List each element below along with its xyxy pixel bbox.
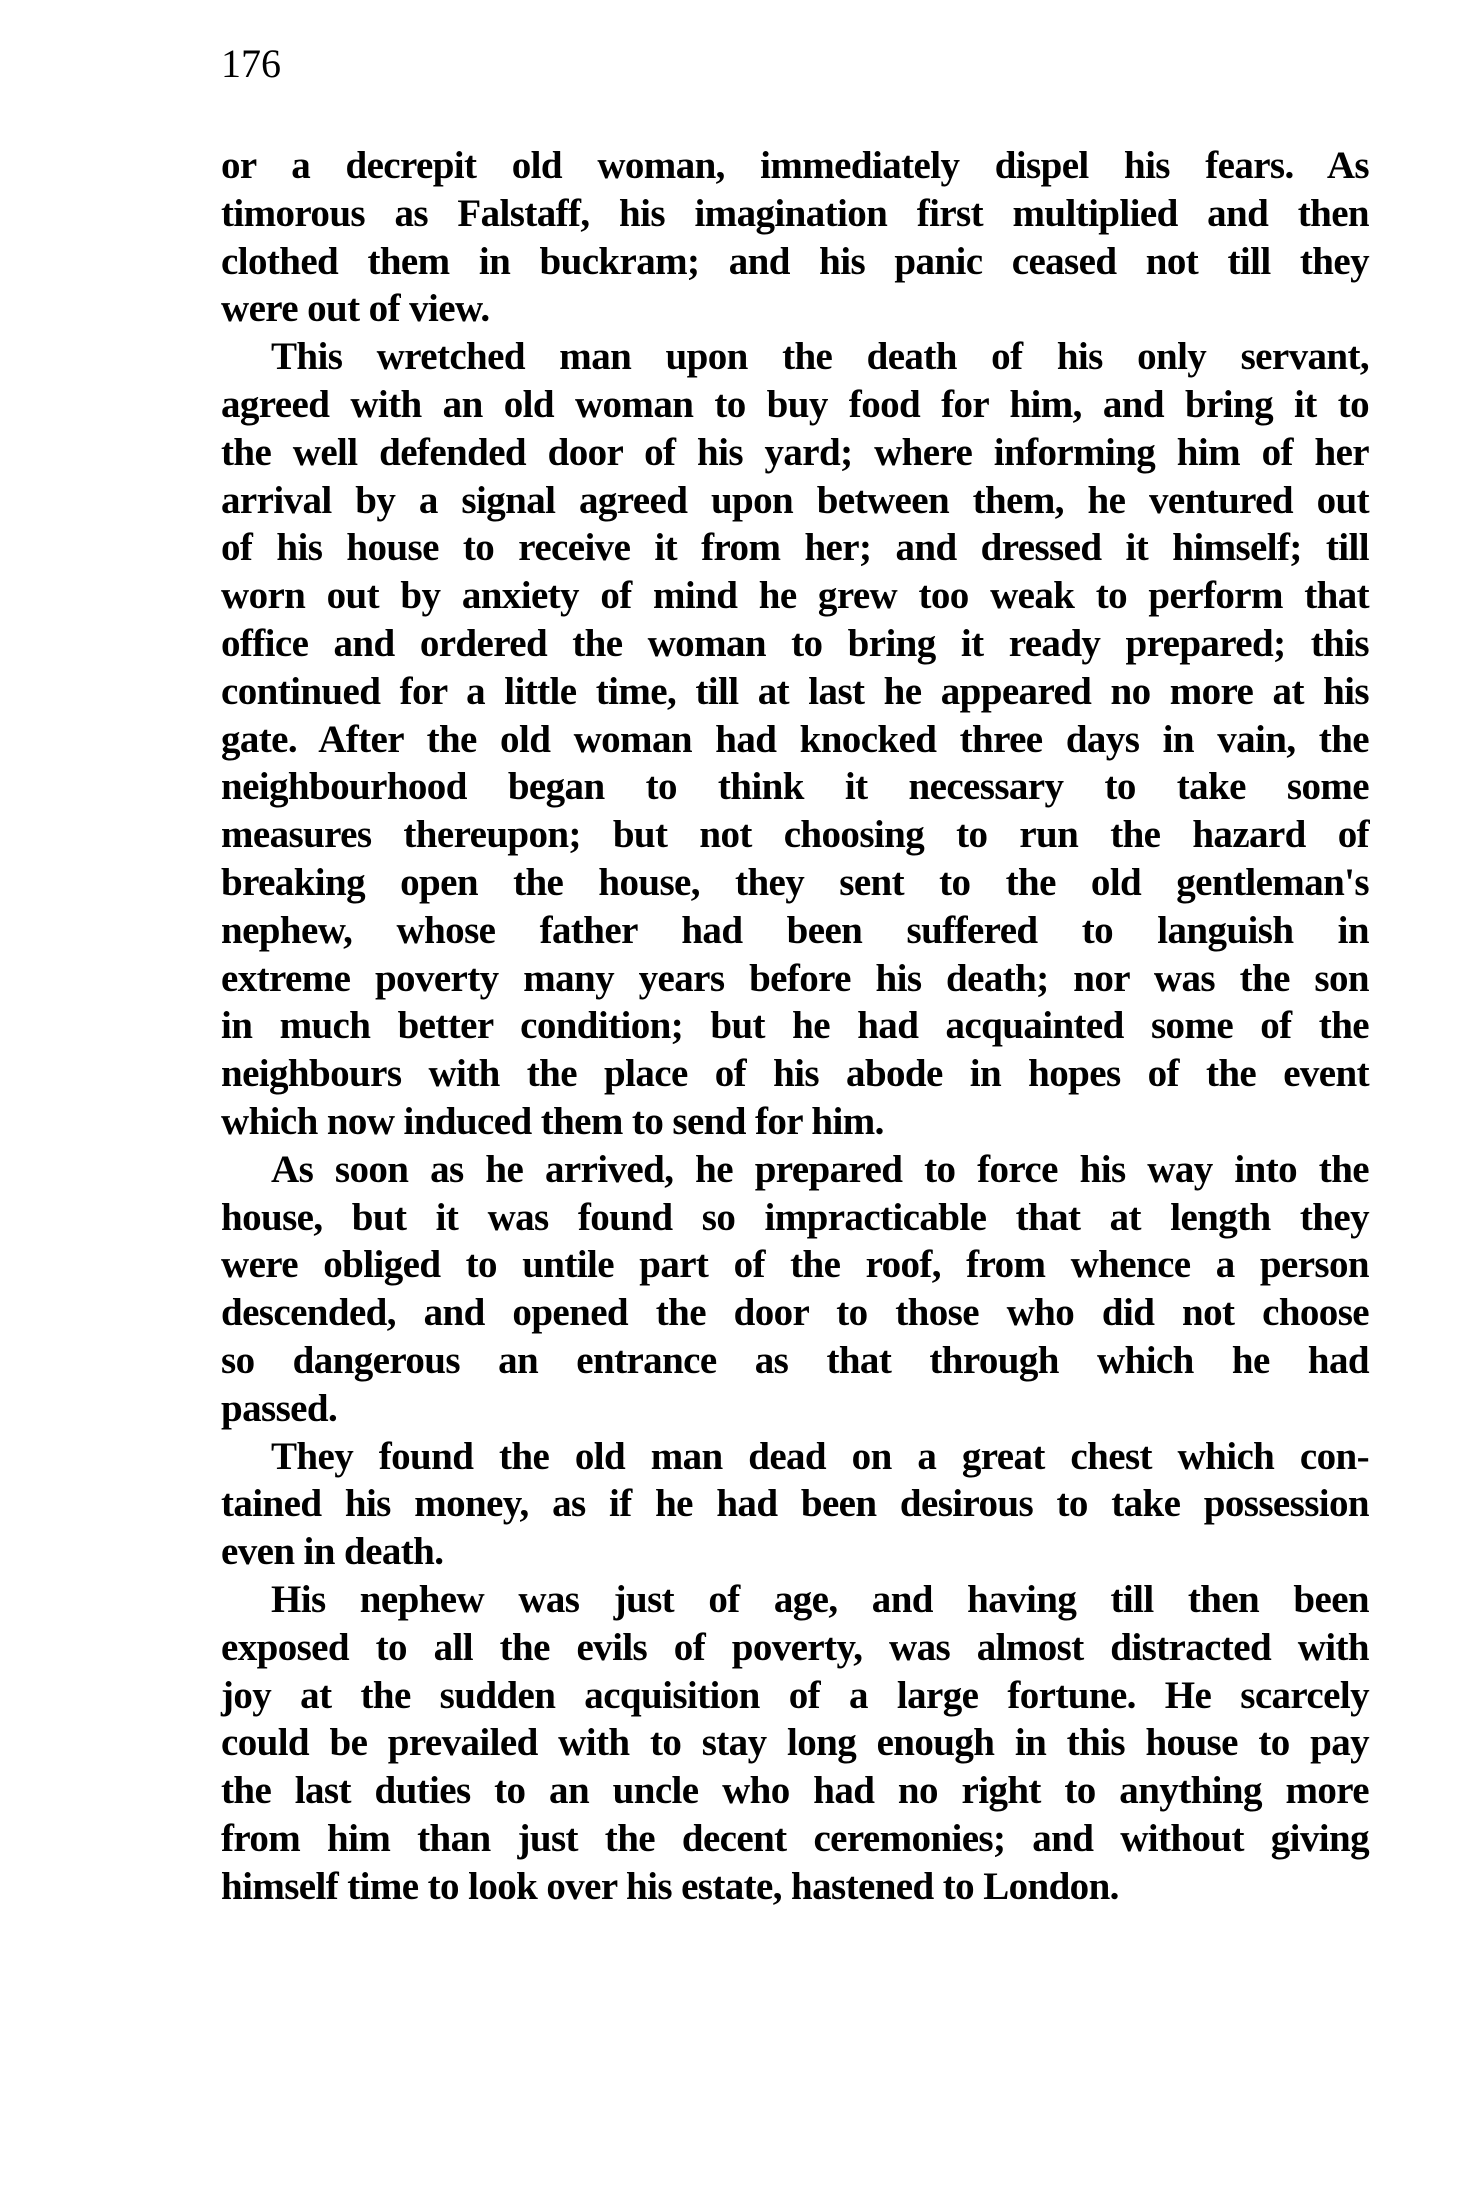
text-line: were out of view. <box>221 287 490 331</box>
text-line: clothed them in buckram; and his panic ceased not till they <box>221 239 1369 283</box>
text-line: could be prevailed with to stay long enough in this house to pay <box>221 1721 1369 1765</box>
text-line: the last duties to an uncle who had no right to anything more <box>221 1769 1369 1813</box>
text-line: tained his money, as if he had been desirous to take possession <box>221 1482 1369 1526</box>
paragraph <box>221 1433 1369 1576</box>
text-line: agreed with an old woman to buy food for him, and bring it to <box>221 382 1369 426</box>
text-line: nephew, whose father had been suffered to languish in <box>221 908 1369 952</box>
paragraph <box>221 1576 1369 1911</box>
text-line: They found the old man dead on a great chest which con- <box>271 1434 1369 1478</box>
text-line: extreme poverty many years before his death; nor was the son <box>221 956 1369 1000</box>
text-line: This wretched man upon the death of his only servant, <box>271 335 1369 379</box>
text-line: neighbours with the place of his abode in hopes of the event <box>221 1052 1369 1096</box>
body-text <box>221 142 1369 1910</box>
text-line: from him than just the decent ceremonies; and without giving <box>221 1816 1369 1860</box>
text-line: exposed to all the evils of poverty, was almost distracted with <box>221 1625 1369 1669</box>
text-line: joy at the sudden acquisition of a large fortune. He scarcely <box>221 1673 1369 1717</box>
text-line: even in death. <box>221 1530 444 1574</box>
text-line: descended, and opened the door to those who did not choose <box>221 1291 1369 1335</box>
paragraph <box>221 333 1369 1146</box>
text-line: arrival by a signal agreed upon between them, he ventured out <box>221 478 1369 522</box>
paragraph <box>221 1146 1369 1433</box>
text-line: office and ordered the woman to bring it ready prepared; this <box>221 621 1369 665</box>
text-line: measures thereupon; but not choosing to run the hazard of <box>221 813 1369 857</box>
text-line: of his house to receive it from her; and dressed it himself; till <box>221 526 1369 570</box>
text-line: house, but it was found so impracticable that at length they <box>221 1195 1369 1239</box>
text-line: As soon as he arrived, he prepared to force his way into the <box>271 1147 1369 1191</box>
text-line: continued for a little time, till at last he appeared no more at his <box>221 669 1369 713</box>
text-line: which now induced them to send for him. <box>221 1099 884 1143</box>
text-line: timorous as Falstaff, his imagination first multiplied and then <box>221 191 1369 235</box>
page-number: 176 <box>221 41 281 86</box>
text-line: passed. <box>221 1386 338 1430</box>
text-line: himself time to look over his estate, hastened to London. <box>221 1864 1119 1908</box>
text-line: the well defended door of his yard; where informing him of her <box>221 430 1369 474</box>
text-line: worn out by anxiety of mind he grew too weak to perform that <box>221 574 1369 618</box>
paragraph <box>221 142 1369 333</box>
text-line: or a decrepit old woman, immediately dispel his fears. As <box>221 144 1369 187</box>
text-line: His nephew was just of age, and having till then been <box>271 1577 1369 1621</box>
text-line: were obliged to untile part of the roof, from whence a person <box>221 1243 1369 1287</box>
text-line: neighbourhood began to think it necessary to take some <box>221 765 1369 809</box>
text-line: gate. After the old woman had knocked three days in vain, the <box>221 717 1369 761</box>
text-line: in much better condition; but he had acquainted some of the <box>221 1004 1369 1048</box>
text-line: breaking open the house, they sent to the old gentleman's <box>221 860 1369 904</box>
text-line: so dangerous an entrance as that through which he had <box>221 1338 1369 1382</box>
